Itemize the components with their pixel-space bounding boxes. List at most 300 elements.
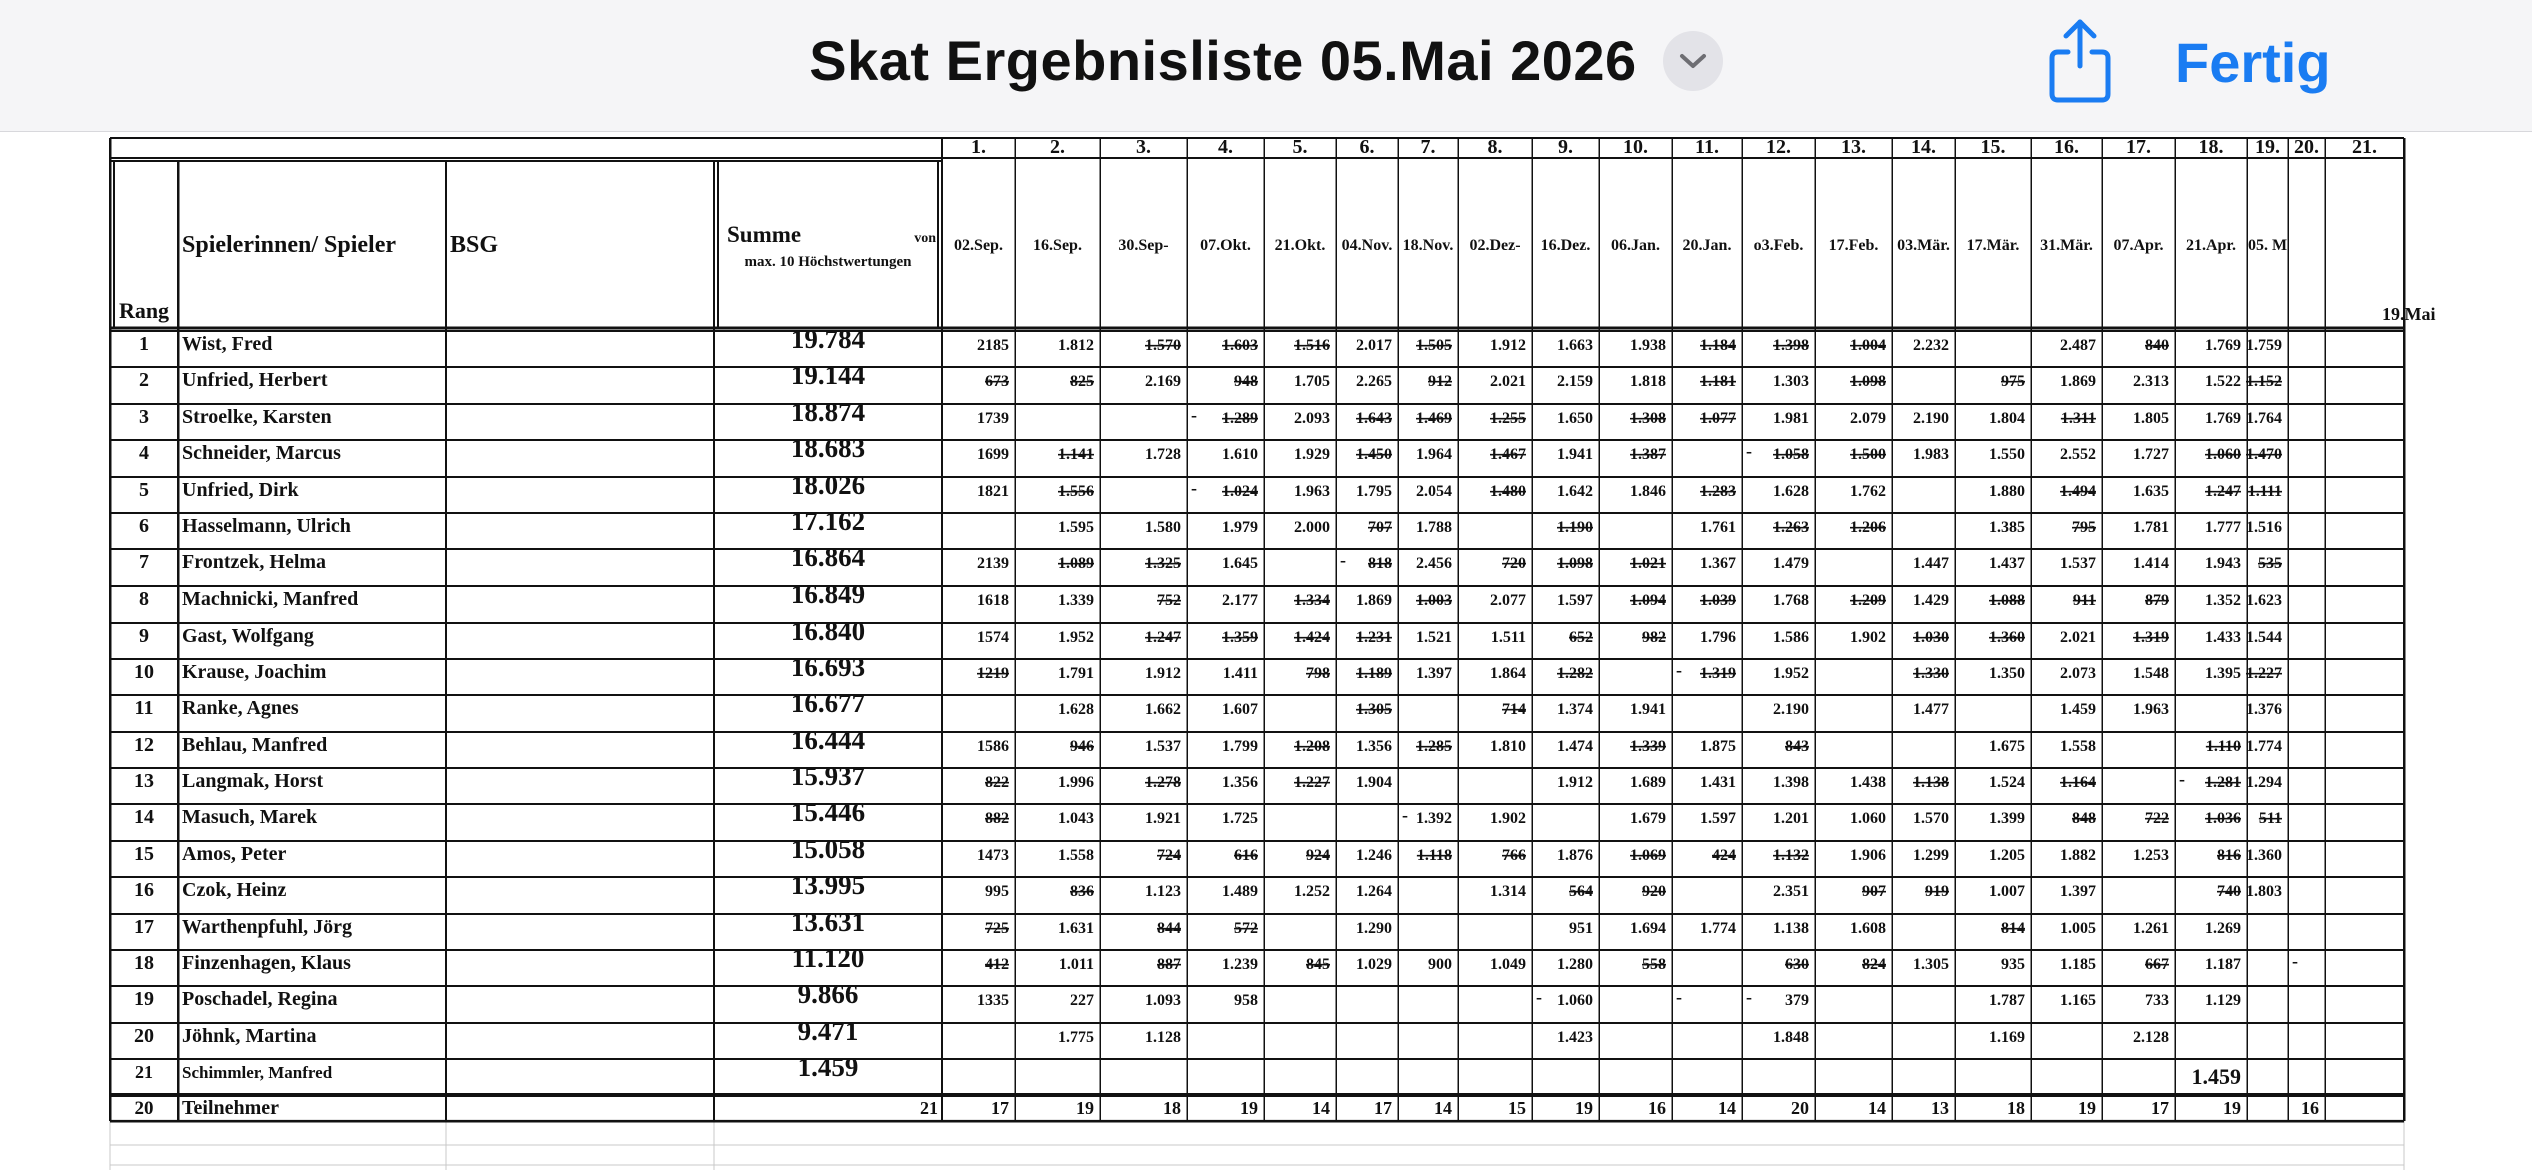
- score-cell: 616: [1234, 847, 1258, 864]
- footer-label: Teilnehmer: [182, 1097, 280, 1119]
- score-cell: 564: [1569, 883, 1593, 900]
- score-cell: 1618: [977, 592, 1009, 609]
- round-date: 02.Sep.: [954, 237, 1003, 254]
- score-cell: 1.128: [1145, 1029, 1181, 1046]
- results-table: [0, 131, 2532, 1170]
- score-cell: 1.261: [2133, 920, 2169, 937]
- score-cell: 1.437: [1989, 555, 2025, 572]
- footer-round-count: 14: [1434, 1098, 1452, 1118]
- score-cell: 1.511: [1490, 629, 1526, 646]
- score-cell: 1.643: [1356, 410, 1392, 427]
- player-name: Warthenpfuhl, Jörg: [182, 916, 353, 938]
- score-cell: 1.138: [1913, 774, 1949, 791]
- score-cell: 1.848: [1773, 1029, 1809, 1046]
- score-cell: 1.447: [1913, 555, 1949, 572]
- score-cell: 1.305: [1356, 701, 1392, 718]
- score-cell: 1.963: [1294, 483, 1330, 500]
- score-cell: 1.438: [1850, 774, 1886, 791]
- round-date: o3.Feb.: [1753, 237, 1804, 254]
- player-name: Unfried, Dirk: [182, 479, 299, 501]
- score-cell: 1.089: [1058, 555, 1094, 572]
- score-cell: 1.003: [1416, 592, 1452, 609]
- footer-round-count: 19: [2078, 1098, 2096, 1118]
- score-cell: 2.456: [1416, 555, 1452, 572]
- score-cell: 879: [2145, 592, 2169, 609]
- score-cell: 1.397: [1416, 665, 1452, 682]
- score-cell: 1.524: [1989, 774, 2025, 791]
- round-date: 21.Okt.: [1274, 237, 1326, 254]
- footer-round-count: 17: [991, 1098, 1009, 1118]
- score-cell: -: [2292, 951, 2298, 971]
- score-cell: 1.414: [2133, 555, 2169, 572]
- round-number: 8.: [1487, 136, 1503, 158]
- rank-cell: 7: [139, 551, 149, 573]
- round-number: 4.: [1218, 136, 1233, 158]
- score-cell: 1.311: [2060, 410, 2096, 427]
- round-number: 16.: [2054, 136, 2079, 158]
- score-cell: 1.474: [1557, 738, 1593, 755]
- score-cell: 1.184: [1700, 337, 1736, 354]
- score-cell: -: [1191, 478, 1197, 498]
- rank-cell: 10: [134, 661, 154, 683]
- score-cell: 1.264: [1356, 883, 1392, 900]
- score-cell: 2.021: [1490, 373, 1526, 390]
- score-cell: 1.169: [1989, 1029, 2025, 1046]
- score-cell: 1219: [977, 665, 1009, 682]
- score-cell: 1.952: [1773, 665, 1809, 682]
- score-cell: 2.054: [1416, 483, 1452, 500]
- score-cell: 1.208: [1294, 738, 1330, 755]
- score-cell: 1.759: [2246, 337, 2282, 354]
- sum-cell: 19.784: [790, 324, 866, 354]
- score-cell: 912: [1428, 373, 1452, 390]
- score-cell: 630: [1785, 956, 1809, 973]
- score-cell: 1.774: [2246, 738, 2282, 755]
- score-cell: 1.516: [2246, 519, 2282, 536]
- score-cell: 958: [1234, 992, 1258, 1009]
- score-cell: 946: [1070, 738, 1094, 755]
- score-cell: 1.269: [2205, 920, 2241, 937]
- score-cell: 1.290: [1356, 920, 1392, 937]
- score-cell: 1.558: [2060, 738, 2096, 755]
- score-cell: 1.921: [1145, 810, 1181, 827]
- score-cell: 2.021: [2060, 629, 2096, 646]
- score-cell: 1.077: [1700, 410, 1736, 427]
- done-button[interactable]: Fertig: [2175, 31, 2331, 94]
- score-cell: 1.768: [1773, 592, 1809, 609]
- score-cell: 1.804: [1989, 410, 2025, 427]
- score-cell: 740: [2217, 883, 2241, 900]
- sum-cell: 16.840: [790, 616, 866, 646]
- score-cell: 1.623: [2246, 592, 2282, 609]
- round-date: 07.Apr.: [2113, 237, 2164, 254]
- score-cell: 1.570: [1913, 810, 1949, 827]
- footer-round-count: 19: [1575, 1098, 1593, 1118]
- score-cell: 1821: [977, 483, 1009, 500]
- score-cell: 1.628: [1058, 701, 1094, 718]
- score-cell: 1.912: [1490, 337, 1526, 354]
- footer-round-count: 14: [1868, 1098, 1886, 1118]
- rank-cell: 6: [139, 515, 149, 537]
- score-cell: 1.558: [1058, 847, 1094, 864]
- score-cell: 1.319: [1700, 665, 1736, 682]
- score-cell: 722: [2145, 810, 2169, 827]
- rank-cell: 13: [134, 770, 154, 792]
- score-cell: 1.392: [1416, 810, 1452, 827]
- score-cell: 652: [1569, 629, 1593, 646]
- score-cell: 2.077: [1490, 592, 1526, 609]
- score-cell: 1.705: [1294, 373, 1330, 390]
- score-cell: 1699: [977, 446, 1009, 463]
- score-cell: 825: [1070, 373, 1094, 390]
- player-name: Wist, Fred: [182, 333, 273, 355]
- score-cell: 900: [1428, 956, 1452, 973]
- footer-round-count: 17: [2151, 1098, 2169, 1118]
- round-number: 18.: [2198, 136, 2224, 158]
- score-cell: 1.308: [1630, 410, 1666, 427]
- score-cell: 1.319: [2133, 629, 2169, 646]
- score-cell: 1.796: [1700, 629, 1736, 646]
- score-cell: 824: [1862, 956, 1886, 973]
- header-player: Spielerinnen/ Spieler: [182, 232, 397, 258]
- score-cell: 2.177: [1222, 592, 1258, 609]
- score-cell: 1.303: [1773, 373, 1809, 390]
- score-cell: 1.433: [2205, 629, 2241, 646]
- footer-round-count: 19: [1076, 1098, 1094, 1118]
- score-cell: 558: [1642, 956, 1666, 973]
- player-name: Ranke, Agnes: [182, 697, 299, 719]
- score-cell: 1.480: [1490, 483, 1526, 500]
- score-cell: 1.094: [1630, 592, 1666, 609]
- score-cell: 1.902: [1490, 810, 1526, 827]
- score-cell: 1.791: [1058, 665, 1094, 682]
- score-cell: 1473: [977, 847, 1009, 864]
- score-cell: 1.586: [1773, 629, 1809, 646]
- score-cell: 1.141: [1058, 446, 1094, 463]
- round-number: 9.: [1558, 136, 1573, 158]
- score-cell: 1.058: [1773, 446, 1809, 463]
- round-number: 14.: [1911, 136, 1936, 158]
- score-cell: 948: [1234, 373, 1258, 390]
- score-cell: 1.818: [1630, 373, 1666, 390]
- score-cell: 1.397: [2060, 883, 2096, 900]
- rank-cell: 4: [139, 442, 149, 464]
- score-cell: 1.728: [1145, 446, 1181, 463]
- score-cell: 1.299: [1913, 847, 1949, 864]
- score-cell: 935: [2001, 956, 2025, 973]
- score-cell: 1.043: [1058, 810, 1094, 827]
- score-cell: 1.289: [1222, 410, 1258, 427]
- score-cell: 1.679: [1630, 810, 1666, 827]
- round-date: 30.Sep-: [1118, 237, 1169, 254]
- score-cell: 1.385: [1989, 519, 2025, 536]
- player-name: Unfried, Herbert: [182, 369, 328, 391]
- score-cell: 1.060: [1850, 810, 1886, 827]
- score-cell: 1.812: [1058, 337, 1094, 354]
- rank-cell: 14: [134, 806, 154, 828]
- round-number: 20.: [2294, 136, 2319, 158]
- score-cell: 1335: [977, 992, 1009, 1009]
- score-cell: 1.029: [1356, 956, 1392, 973]
- round-number: 2.: [1050, 136, 1065, 158]
- score-cell: 1.775: [1058, 1029, 1094, 1046]
- score-cell: 724: [1157, 847, 1181, 864]
- player-name: Machnicki, Manfred: [182, 588, 359, 610]
- sum-cell: 9.471: [797, 1016, 859, 1046]
- footer-round-count: 13: [1931, 1098, 1949, 1118]
- round-number: 21.: [2352, 136, 2377, 158]
- player-name: Masuch, Marek: [182, 806, 318, 828]
- score-cell: 1.352: [2205, 592, 2241, 609]
- score-cell: 1.350: [1989, 665, 2025, 682]
- score-cell: 424: [1712, 847, 1736, 864]
- score-cell: 1.941: [1557, 446, 1593, 463]
- footer-round-count: 17: [1374, 1098, 1392, 1118]
- score-cell: 818: [1368, 555, 1392, 572]
- score-cell: 1.129: [2205, 992, 2241, 1009]
- footer-round-count: 19: [2223, 1098, 2241, 1118]
- sum-cell: 13.995: [790, 870, 866, 900]
- score-cell: 2.017: [1356, 337, 1392, 354]
- sum-cell: 17.162: [790, 506, 866, 536]
- score-cell: 924: [1306, 847, 1330, 864]
- score-cell: 1.846: [1630, 483, 1666, 500]
- header-sum-suffix: von: [914, 231, 936, 246]
- score-cell: 1.500: [1850, 446, 1886, 463]
- title-group[interactable]: [0, 28, 2532, 93]
- score-cell: 1.769: [2205, 337, 2241, 354]
- score-cell: 1.869: [2060, 373, 2096, 390]
- score-cell: 1.164: [2060, 774, 2096, 791]
- sum-cell: 16.693: [790, 652, 866, 682]
- score-cell: 1.185: [2060, 956, 2096, 973]
- score-cell: 1.132: [1773, 847, 1809, 864]
- score-cell: 1.411: [1222, 665, 1258, 682]
- score-cell: 2139: [977, 555, 1009, 572]
- player-name: Finzenhagen, Klaus: [182, 952, 351, 974]
- sum-cell: 18.874: [790, 397, 866, 427]
- score-cell: 1.505: [1416, 337, 1452, 354]
- score-cell: 1.138: [1773, 920, 1809, 937]
- score-cell: 766: [1502, 847, 1526, 864]
- round-date: 16.Dez.: [1540, 237, 1591, 254]
- score-cell: 1.906: [1850, 847, 1886, 864]
- player-name: Frontzek, Helma: [182, 551, 327, 573]
- score-cell: 1.263: [1773, 519, 1809, 536]
- score-cell: 1.522: [2205, 373, 2241, 390]
- document-title[interactable]: Skat Ergebnisliste 05.Mai 2026: [809, 29, 1637, 92]
- score-cell: 1.803: [2246, 883, 2282, 900]
- score-cell: 1.570: [1145, 337, 1181, 354]
- round-date: 20.Jan.: [1682, 237, 1732, 254]
- rank-cell: 17: [134, 916, 154, 938]
- sum-cell: 11.120: [791, 943, 865, 973]
- footer-round-count: 20: [1791, 1098, 1809, 1118]
- score-cell: 975: [2001, 373, 2025, 390]
- score-cell: 752: [1157, 592, 1181, 609]
- round-number: 15.: [1980, 136, 2006, 158]
- score-cell: 1739: [977, 410, 1009, 427]
- score-cell: 1.339: [1630, 738, 1666, 755]
- rank-cell: 2: [139, 369, 149, 391]
- score-cell: 1586: [977, 738, 1009, 755]
- round-date: 18.Nov.: [1402, 237, 1454, 254]
- score-cell: 1.036: [2205, 810, 2241, 827]
- score-cell: 2.313: [2133, 373, 2169, 390]
- score-cell: 1.880: [1989, 483, 2025, 500]
- score-cell: 1.459: [2060, 701, 2096, 718]
- chevron-down-icon[interactable]: [1663, 31, 1723, 91]
- score-cell: 1.246: [1356, 847, 1392, 864]
- score-cell: 1.769: [2205, 410, 2241, 427]
- score-cell: 707: [1368, 519, 1392, 536]
- score-cell: 1.774: [1700, 920, 1736, 937]
- score-cell: 2.093: [1294, 410, 1330, 427]
- score-cell: 798: [1306, 665, 1330, 682]
- score-cell: 1.118: [1416, 847, 1452, 864]
- player-name: Langmak, Horst: [182, 770, 324, 792]
- sum-cell: 15.058: [790, 834, 866, 864]
- score-cell: 1.610: [1222, 446, 1258, 463]
- score-cell: 1.201: [1773, 810, 1809, 827]
- score-cell: 1.929: [1294, 446, 1330, 463]
- score-cell: 1.283: [1700, 483, 1736, 500]
- score-cell: 1.431: [1700, 774, 1736, 791]
- round-date: 07.Okt.: [1200, 237, 1251, 254]
- score-cell: 1.979: [1222, 519, 1258, 536]
- share-icon[interactable]: [2040, 14, 2120, 104]
- score-cell: 714: [1502, 701, 1526, 718]
- score-cell: 1.367: [1700, 555, 1736, 572]
- score-cell: 1.060: [1557, 992, 1593, 1009]
- score-cell: 1.030: [1913, 629, 1949, 646]
- rank-cell: 15: [134, 843, 154, 865]
- score-cell: 535: [2258, 555, 2282, 572]
- score-cell: 1.278: [1145, 774, 1181, 791]
- score-cell: 1.537: [2060, 555, 2096, 572]
- score-cell: 1.631: [1058, 920, 1094, 937]
- score-cell: 1.110: [2205, 738, 2241, 755]
- score-cell: 1.360: [2246, 847, 2282, 864]
- rank-cell: 1: [139, 333, 149, 355]
- header-sum-note: max. 10 Höchstwertungen: [744, 254, 912, 270]
- score-cell: 1.642: [1557, 483, 1593, 500]
- score-cell: 1.209: [1850, 592, 1886, 609]
- score-cell: 1.603: [1222, 337, 1258, 354]
- player-name: Jöhnk, Martina: [182, 1025, 317, 1047]
- score-cell: 1.305: [1913, 956, 1949, 973]
- score-cell: 1.521: [1416, 629, 1452, 646]
- sum-cell: 15.446: [790, 797, 866, 827]
- score-cell: 1.111: [2247, 483, 2282, 500]
- score-cell: 1.981: [1773, 410, 1809, 427]
- header-rank: Rang: [118, 298, 170, 323]
- score-cell: 982: [1642, 629, 1666, 646]
- score-cell: 911: [2072, 592, 2096, 609]
- score-cell: 848: [2072, 810, 2096, 827]
- rank-cell: 8: [139, 588, 149, 610]
- score-cell: 1.339: [1058, 592, 1094, 609]
- round-date: 04.Nov.: [1341, 237, 1393, 254]
- score-cell: 1.325: [1145, 555, 1181, 572]
- score-cell: 1.004: [1850, 337, 1886, 354]
- score-cell: 1.876: [1557, 847, 1593, 864]
- score-cell: 1.882: [2060, 847, 2096, 864]
- sum-cell: 18.683: [790, 433, 866, 463]
- score-cell: 1.069: [1630, 847, 1666, 864]
- round-date: 02.Dez-: [1469, 237, 1521, 254]
- round-number: 6.: [1359, 136, 1375, 158]
- score-cell: 1.663: [1557, 337, 1593, 354]
- round-date: 05. M: [2247, 237, 2288, 254]
- score-cell: 2.159: [1557, 373, 1593, 390]
- score-cell: 1.941: [1630, 701, 1666, 718]
- score-cell: 1.152: [2246, 373, 2282, 390]
- round-number: 17.: [2126, 136, 2151, 158]
- score-cell: 1.597: [1700, 810, 1736, 827]
- rank-cell: 18: [134, 952, 154, 974]
- round-date: 31.Mär.: [2040, 237, 2093, 254]
- score-cell: 2.552: [2060, 446, 2096, 463]
- score-cell: 2.000: [1294, 519, 1330, 536]
- score-cell: 2.190: [1913, 410, 1949, 427]
- score-cell: 412: [985, 956, 1009, 973]
- rank-cell: 11: [134, 697, 154, 719]
- score-cell: 1.777: [2205, 519, 2241, 536]
- round-date-overflow: 19.Mai: [2382, 304, 2436, 324]
- score-cell: 1.088: [1989, 592, 2025, 609]
- score-cell: -: [1746, 987, 1752, 1007]
- score-cell: 1.645: [1222, 555, 1258, 572]
- score-cell: 2185: [977, 337, 1009, 354]
- score-cell: 844: [1157, 920, 1181, 937]
- score-cell: 1.607: [1222, 701, 1258, 718]
- score-cell: 1.548: [2133, 665, 2169, 682]
- sum-cell: 16.849: [790, 579, 866, 609]
- score-cell: 379: [1785, 992, 1809, 1009]
- round-number: 13.: [1841, 136, 1866, 158]
- round-date: 03.Mär.: [1897, 237, 1950, 254]
- score-cell: 1.294: [2246, 774, 2282, 791]
- score-cell: 1.187: [2205, 956, 2241, 973]
- score-cell: 1.795: [1356, 483, 1392, 500]
- rank-cell: 21: [135, 1062, 153, 1082]
- score-cell: 1.964: [1416, 446, 1452, 463]
- score-cell: 1.247: [2205, 483, 2241, 500]
- score-cell: 2.073: [2060, 665, 2096, 682]
- score-cell: 1.761: [1700, 519, 1736, 536]
- score-cell: 1.165: [2060, 992, 2096, 1009]
- score-cell: 1.902: [1850, 629, 1886, 646]
- footer-round-count: 14: [1718, 1098, 1736, 1118]
- footer-round-count: 15: [1508, 1098, 1526, 1118]
- score-cell: 1.556: [1058, 483, 1094, 500]
- score-cell: -: [2179, 769, 2185, 789]
- footer-round-count: 16: [2301, 1098, 2319, 1118]
- score-cell: -: [1676, 987, 1682, 1007]
- player-name: Poschadel, Regina: [182, 988, 338, 1010]
- score-cell: 1.694: [1630, 920, 1666, 937]
- score-cell: 1.205: [1989, 847, 2025, 864]
- score-cell: 1.314: [1490, 883, 1526, 900]
- sum-cell: 16.677: [790, 688, 866, 718]
- score-cell: 1.628: [1773, 483, 1809, 500]
- sum-cell: 15.937: [790, 761, 866, 791]
- score-cell: 1.423: [1557, 1029, 1593, 1046]
- rank-cell: 3: [139, 406, 149, 428]
- footer-round-count: 18: [1163, 1098, 1181, 1118]
- score-cell: 1.963: [2133, 701, 2169, 718]
